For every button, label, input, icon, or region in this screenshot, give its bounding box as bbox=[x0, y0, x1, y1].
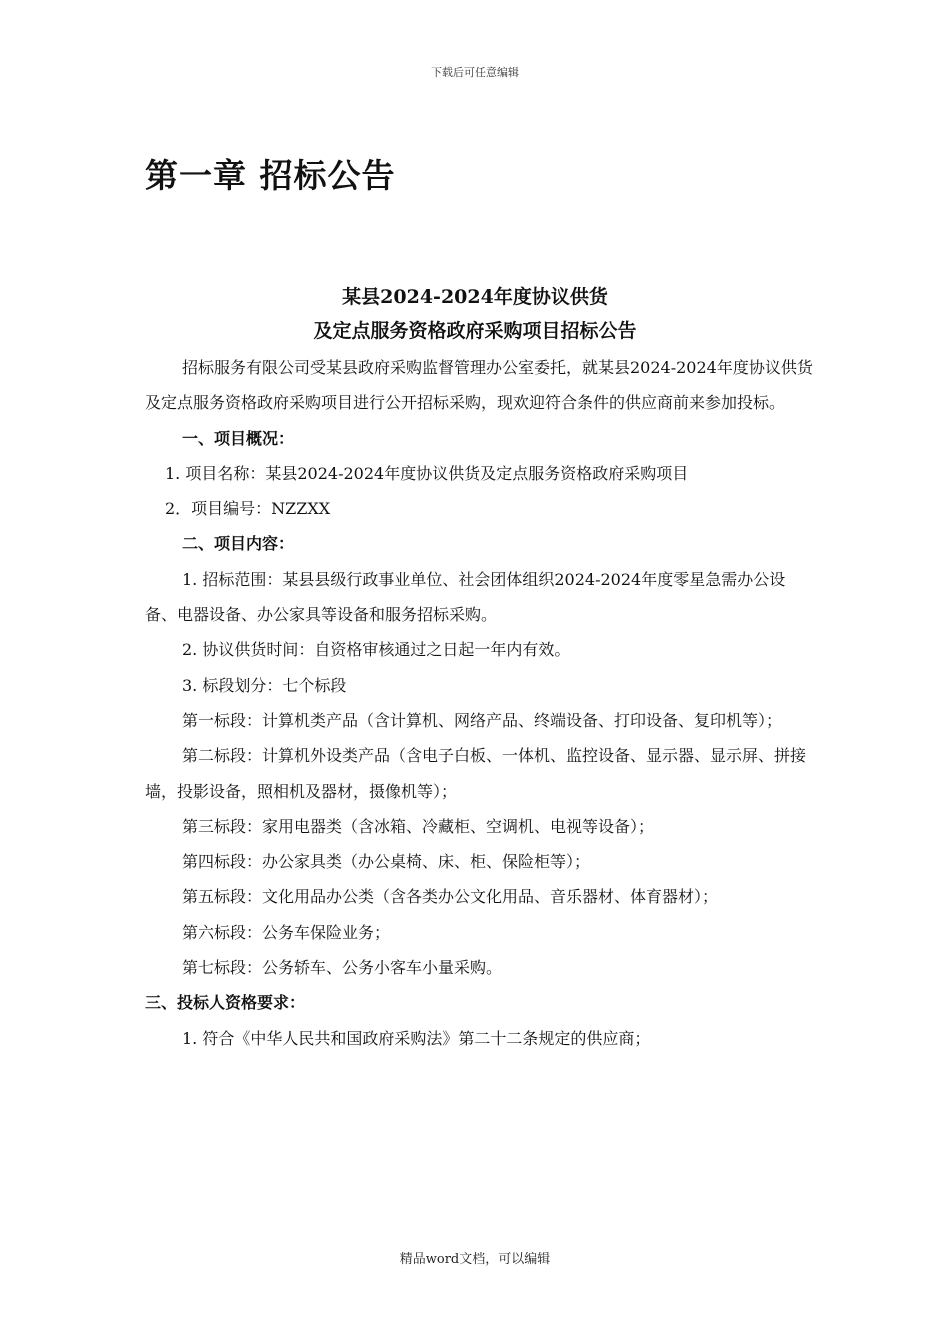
lot-item: 第五标段：文化用品办公类（含各类办公文化用品、音乐器材、体育器材）； bbox=[182, 887, 719, 907]
section1-heading: 一、项目概况： bbox=[182, 428, 295, 448]
page-header-note: 下载后可任意编辑 bbox=[431, 66, 519, 79]
lot-item: 第三标段：家用电器类（含冰箱、冷藏柜、空调机、电视等设备）； bbox=[182, 816, 655, 836]
section3-item: 1. 符合《中华人民共和国政府采购法》第二十二条规定的供应商； bbox=[182, 1028, 651, 1048]
section2-item: 1. 招标范围：某县县级行政事业单位、社会团体组织2024-2024年度零星急需办公设备、电器设备、办公家具等设备和服务招标采购。 bbox=[145, 569, 786, 625]
section1-item: 2．项目编号：NZZXX bbox=[165, 499, 331, 519]
lot-item: 第六标段：公务车保险业务； bbox=[182, 922, 391, 942]
document-body bbox=[145, 350, 815, 1056]
section2-item: 2. 协议供货时间：自资格审核通过之日起一年内有效。 bbox=[182, 640, 571, 660]
chapter-title: 第一章 招标公告 bbox=[145, 156, 396, 195]
page-footer-note: 精品word文档，可以编辑 bbox=[399, 1252, 551, 1267]
section3-heading: 三、投标人资格要求： bbox=[145, 993, 306, 1013]
lot-item: 第四标段：办公家具类（办公桌椅、床、柜、保险柜等）； bbox=[182, 852, 591, 872]
lot-item: 第七标段：公务轿车、公务小客车小量采购。 bbox=[182, 958, 503, 978]
lot-item: 第一标段：计算机类产品（含计算机、网络产品、终端设备、打印设备、复印机等）； bbox=[182, 710, 783, 730]
notice-title-line2: 及定点服务资格政府采购项目招标公告 bbox=[313, 320, 637, 342]
section1-item: 1. 项目名称：某县2024-2024年度协议供货及定点服务资格政府采购项目 bbox=[165, 463, 689, 483]
section2-heading: 二、项目内容： bbox=[182, 534, 295, 554]
section2-item: 3. 标段划分：七个标段 bbox=[182, 675, 347, 695]
notice-title-line1: 某县2024-2024年度协议供货 bbox=[342, 286, 608, 308]
lot-item: 第二标段：计算机外设类产品（含电子白板、一体机、监控设备、显示器、显示屏、拼接墙，投影设备，照相机及器材，摄像机等）； bbox=[145, 746, 807, 801]
intro-paragraph: 招标服务有限公司受某县政府采购监督管理办公室委托，就某县2024-2024年度协议供货及定点服务资格政府采购项目进行公开招标采购，现欢迎符合条件的供应商前来参加投标。 bbox=[145, 358, 813, 413]
